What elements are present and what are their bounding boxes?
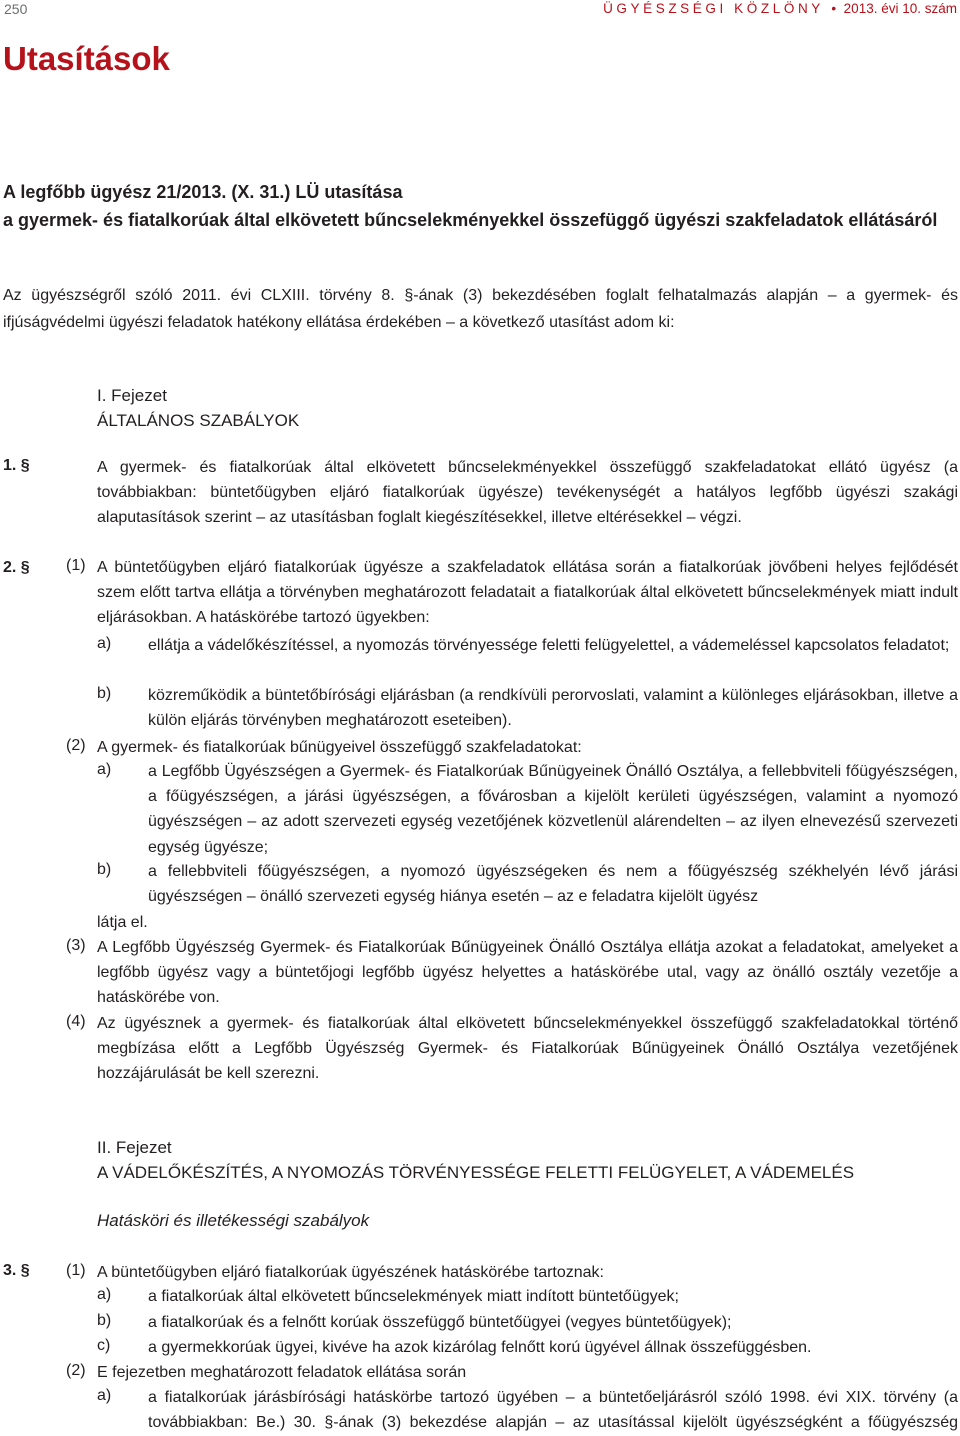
section-3-1-number: (1): [66, 1262, 86, 1279]
running-header: [603, 1, 957, 16]
section-3-1-c-label: c): [97, 1337, 111, 1354]
section-title: Utasítások: [3, 40, 170, 77]
section-2-2-a-text: a Legfőbb Ügyészségen a Gyermek- és Fiatalkorúak Bűnügyeinek Önálló Osztálya, a fellebbviteli főügyészségen, a főügyészségen, a járási ügyészségen, a fővárosban a kijelölt kerületi ügyészségen, valamint a nyomozó ügyészségen – az adott szervezeti egység vezetőjének közvetlenül alárendelten – az ilyen elnevezésű szervezeti egység ügyésze;: [148, 763, 958, 856]
issue-label: 2013. évi 10. szám: [843, 1, 957, 16]
section-3-2-text: E fejezetben meghatározott feladatok ellátása során: [97, 1364, 467, 1381]
section-2-1-number: (1): [66, 557, 86, 574]
section-2-3-text: A Legfőbb Ügyészség Gyermek- és Fiatalkorúak Bűnügyeinek Önálló Osztálya ellátja azokat a feladatokat, amelyeket a legfőbb ügyész vagy a büntetőjogi legfőbb ügyész helyettes a hatáskörébe utal, vagy az önálló osztály vezetője a hatáskörébe von.: [97, 939, 958, 1007]
page-number: 250: [4, 1, 28, 17]
section-2-1-b-label: b): [97, 685, 112, 702]
section-3-2-number: (2): [66, 1362, 86, 1379]
section-2-1-b-text: közreműködik a büntetőbírósági eljárásban (a rendkívüli perorvoslati, valamint a különleges eljárásokban, illetve a külön eljárás törvényben meghatározott eseteiben).: [148, 687, 958, 730]
section-2-4-number: (4): [66, 1013, 86, 1030]
chapter-1-title: ÁLTALÁNOS SZABÁLYOK: [97, 411, 300, 430]
section-3-2-a-text: a fiatalkorúak járásbírósági hatáskörbe tartozó ügyében – a büntetőeljárásról szóló 1998. évi XIX. törvény (a továbbiakban: Be.) 30. §-ának (3) bekezdése alapján – az utasítással kijelölt ügyészségként a főügyészség: [148, 1389, 958, 1432]
chapter-2-subtitle: Hatásköri és illetékességi szabályok: [97, 1211, 370, 1230]
section-2-1-text: A büntetőügyben eljáró fiatalkorúak ügyésze a szakfeladatok ellátása során a fiatalkorúak jövőbeni helyes fejlődését szem előtt tartva ellátja a törvényben meghatározott feladatait a fiatalkorúak által elkövetett bűncselekmények miatt indult eljárásokban. A hatáskörébe tartozó ügyekben:: [97, 559, 958, 627]
section-2-1-a-text: ellátja a vádelőkészítéssel, a nyomozás törvényessége feletti felügyelettel, a vádemeléssel kapcsolatos feladatot;: [148, 637, 950, 654]
chapter-2-title: A VÁDELŐKÉSZÍTÉS, A NYOMOZÁS TÖRVÉNYESSÉGE FELETTI FELÜGYELET, A VÁDEMELÉS: [97, 1163, 855, 1182]
preamble: Az ügyészségről szóló 2011. évi CLXIII. törvény 8. §-ának (3) bekezdésében foglalt felhatalmazás alapján – a gyermek- és ifjúságvédelmi ügyészi feladatok hatékony ellátása érdekében – a következő utasítást adom ki:: [3, 287, 958, 331]
section-3-1-a-label: a): [97, 1286, 112, 1303]
section-3-1-b-label: b): [97, 1312, 112, 1329]
section-2-number: 2. §: [3, 559, 30, 576]
section-1-number: 1. §: [3, 457, 30, 474]
section-2-2-text: A gyermek- és fiatalkorúak bűnügyeivel összefüggő szakfeladatokat:: [97, 739, 582, 756]
header-bullet: •: [827, 1, 840, 16]
section-2-2-b-text: a fellebbviteli főügyészségen, a nyomozó ügyészségeken és nem a főügyészség székhelyén lévő járási ügyészségen – önálló szervezeti egység hiánya esetén – az e feladatra kijelölt ügyész: [148, 863, 958, 906]
section-3-1-b-text: a fiatalkorúak és a felnőtt korúak összefüggő büntetőügyei (vegyes büntetőügyek);: [148, 1314, 732, 1331]
instruction-title-line1: A legfőbb ügyész 21/2013. (X. 31.) LÜ utasítása: [3, 182, 403, 202]
journal-name: ÜGYÉSZSÉGI KÖZLÖNY: [603, 1, 824, 16]
section-3-1-a-text: a fiatalkorúak által elkövetett bűncselekmények miatt indított büntetőügyek;: [148, 1288, 679, 1305]
section-2-3-number: (3): [66, 937, 86, 954]
chapter-1-heading: [97, 383, 299, 433]
chapter-1-number: I. Fejezet: [97, 386, 167, 405]
chapter-2-number: II. Fejezet: [97, 1138, 172, 1157]
instruction-title-line2: a gyermek- és fiatalkorúak által elkövetett bűncselekményekkel összefüggő ügyészi szakfeladatok ellátásáról: [3, 210, 938, 230]
section-2-4-text: Az ügyésznek a gyermek- és fiatalkorúak által elkövetett bűncselekményekkel összefüggő szakfeladatokkal történő megbízása előtt a Legfőbb Ügyészség Gyermek- és Fiatalkorúak Bűnügyeinek Önálló Osztálya vezetőjének hozzájárulását be kell szerezni.: [97, 1015, 958, 1083]
section-1-text: A gyermek- és fiatalkorúak által elkövetett bűncselekményekkel összefüggő szakfeladatokat ellátó ügyész (a továbbiakban: büntetőügyben eljáró fiatalkorúak ügyésze) tevékenységét a hatályos legfőbb ügyészi szakági alaputasítások szerint – az utasításban foglalt kiegészítésekkel, illetve eltérésekkel – végzi.: [97, 459, 958, 527]
section-2-2-closing: látja el.: [97, 914, 148, 931]
chapter-2-heading: [97, 1135, 854, 1185]
section-2-1-a-label: a): [97, 635, 112, 652]
section-3-2-a-label: a): [97, 1387, 112, 1404]
section-2-2-number: (2): [66, 737, 86, 754]
instruction-title: [3, 178, 943, 234]
section-3-1-text: A büntetőügyben eljáró fiatalkorúak ügyészének hatáskörébe tartoznak:: [97, 1264, 604, 1281]
section-2-2-a-label: a): [97, 761, 112, 778]
section-3-1-c-text: a gyermekkorúak ügyei, kivéve ha azok kizárólag felnőtt korú ügyével állnak összefüggésben.: [148, 1339, 812, 1356]
section-3-number: 3. §: [3, 1262, 30, 1279]
section-2-2-b-label: b): [97, 861, 112, 878]
